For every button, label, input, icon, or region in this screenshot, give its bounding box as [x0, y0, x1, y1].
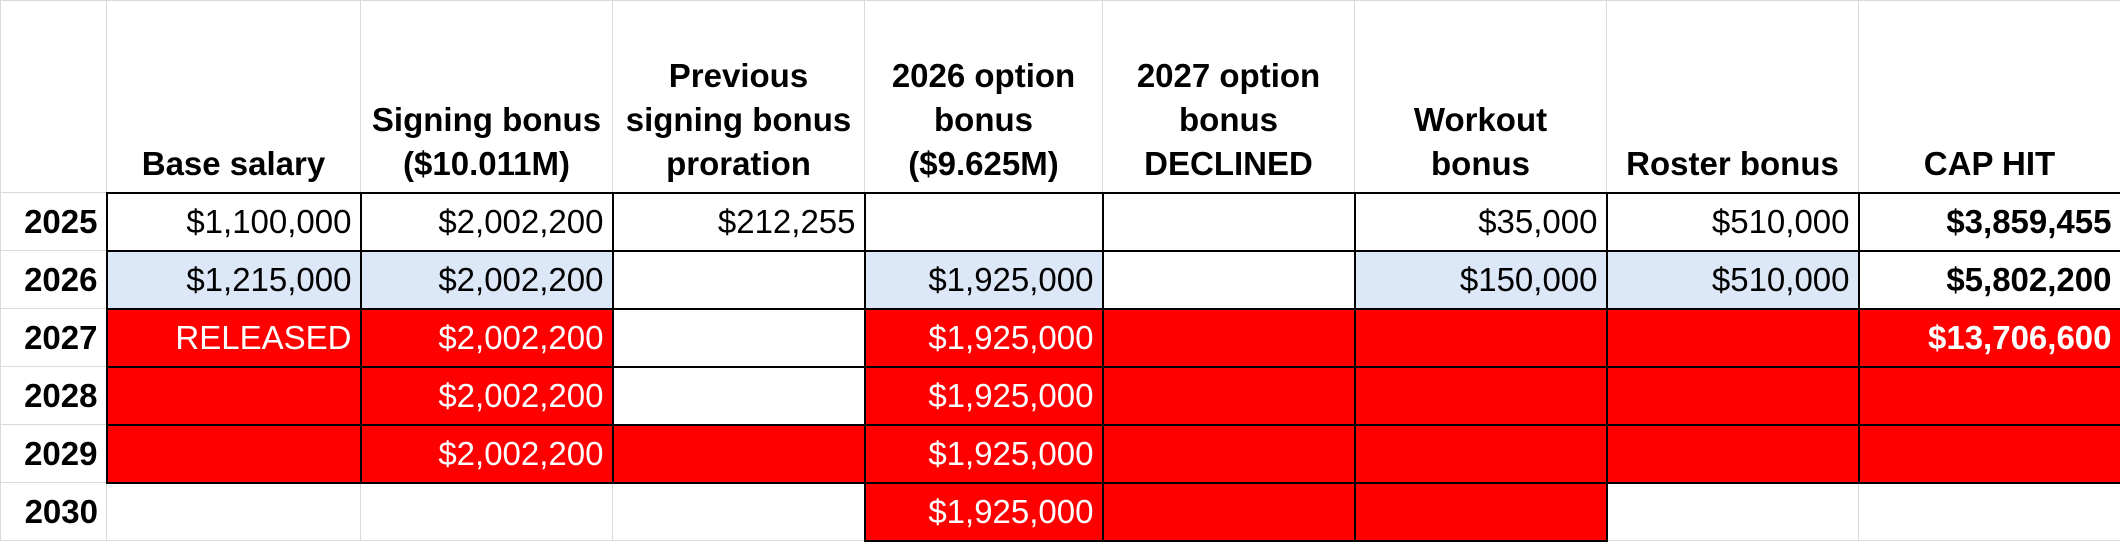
workout-bonus-cell[interactable] — [1355, 425, 1607, 483]
roster-bonus-cell[interactable] — [1607, 309, 1859, 367]
workout-bonus-cell[interactable] — [1355, 483, 1607, 541]
header-roster-bonus[interactable]: Roster bonus — [1607, 1, 1859, 193]
workout-bonus-cell[interactable]: $35,000 — [1355, 193, 1607, 251]
cap-hit-cell[interactable] — [1859, 367, 2120, 425]
option-2027-cell[interactable] — [1103, 425, 1355, 483]
base-salary-cell[interactable]: $1,100,000 — [107, 193, 361, 251]
roster-bonus-cell[interactable] — [1607, 483, 1859, 541]
base-salary-cell[interactable] — [107, 425, 361, 483]
option-2026-cell[interactable]: $1,925,000 — [865, 425, 1103, 483]
table-row — [1, 251, 2120, 309]
signing-bonus-cell[interactable]: $2,002,200 — [361, 367, 613, 425]
header-row — [1, 1, 2120, 193]
workout-bonus-cell[interactable] — [1355, 367, 1607, 425]
workout-bonus-cell[interactable]: $150,000 — [1355, 251, 1607, 309]
option-2026-cell[interactable]: $1,925,000 — [865, 251, 1103, 309]
header-previous-proration[interactable]: Previous signing bonus proration — [613, 1, 865, 193]
previous-proration-cell[interactable] — [613, 251, 865, 309]
signing-bonus-cell[interactable]: $2,002,200 — [361, 251, 613, 309]
header-workout-bonus[interactable]: Workout bonus — [1355, 1, 1607, 193]
header-year[interactable] — [1, 1, 107, 193]
year-cell[interactable]: 2030 — [1, 483, 107, 541]
cap-hit-cell[interactable]: $13,706,600 — [1859, 309, 2120, 367]
table-row — [1, 193, 2120, 251]
previous-proration-cell[interactable] — [613, 483, 865, 541]
year-cell[interactable]: 2025 — [1, 193, 107, 251]
cap-hit-cell[interactable]: $5,802,200 — [1859, 251, 2120, 309]
previous-proration-cell[interactable] — [613, 425, 865, 483]
roster-bonus-cell[interactable] — [1607, 425, 1859, 483]
year-cell[interactable]: 2027 — [1, 309, 107, 367]
option-2027-cell[interactable] — [1103, 483, 1355, 541]
option-2026-cell[interactable] — [865, 193, 1103, 251]
header-cap-hit[interactable]: CAP HIT — [1859, 1, 2120, 193]
base-salary-cell[interactable]: RELEASED — [107, 309, 361, 367]
roster-bonus-cell[interactable] — [1607, 367, 1859, 425]
signing-bonus-cell[interactable]: $2,002,200 — [361, 425, 613, 483]
option-2027-cell[interactable] — [1103, 309, 1355, 367]
previous-proration-cell[interactable] — [613, 309, 865, 367]
option-2026-cell[interactable]: $1,925,000 — [865, 309, 1103, 367]
table-row — [1, 309, 2120, 367]
signing-bonus-cell[interactable]: $2,002,200 — [361, 309, 613, 367]
option-2026-cell[interactable]: $1,925,000 — [865, 483, 1103, 541]
year-cell[interactable]: 2026 — [1, 251, 107, 309]
header-signing-bonus[interactable]: Signing bonus ($10.011M) — [361, 1, 613, 193]
signing-bonus-cell[interactable] — [361, 483, 613, 541]
header-option-2026[interactable]: 2026 option bonus ($9.625M) — [865, 1, 1103, 193]
cap-hit-cell[interactable] — [1859, 425, 2120, 483]
year-cell[interactable]: 2029 — [1, 425, 107, 483]
previous-proration-cell[interactable] — [613, 367, 865, 425]
option-2027-cell[interactable] — [1103, 367, 1355, 425]
header-option-2027[interactable]: 2027 option bonus DECLINED — [1103, 1, 1355, 193]
roster-bonus-cell[interactable]: $510,000 — [1607, 193, 1859, 251]
previous-proration-cell[interactable]: $212,255 — [613, 193, 865, 251]
signing-bonus-cell[interactable]: $2,002,200 — [361, 193, 613, 251]
table-row — [1, 367, 2120, 425]
option-2026-cell[interactable]: $1,925,000 — [865, 367, 1103, 425]
table-row — [1, 483, 2120, 541]
table-row — [1, 425, 2120, 483]
base-salary-cell[interactable]: $1,215,000 — [107, 251, 361, 309]
option-2027-cell[interactable] — [1103, 193, 1355, 251]
base-salary-cell[interactable] — [107, 367, 361, 425]
header-base-salary[interactable]: Base salary — [107, 1, 361, 193]
year-cell[interactable]: 2028 — [1, 367, 107, 425]
workout-bonus-cell[interactable] — [1355, 309, 1607, 367]
cap-hit-cell[interactable]: $3,859,455 — [1859, 193, 2120, 251]
cap-hit-cell[interactable] — [1859, 483, 2120, 541]
option-2027-cell[interactable] — [1103, 251, 1355, 309]
roster-bonus-cell[interactable]: $510,000 — [1607, 251, 1859, 309]
base-salary-cell[interactable] — [107, 483, 361, 541]
